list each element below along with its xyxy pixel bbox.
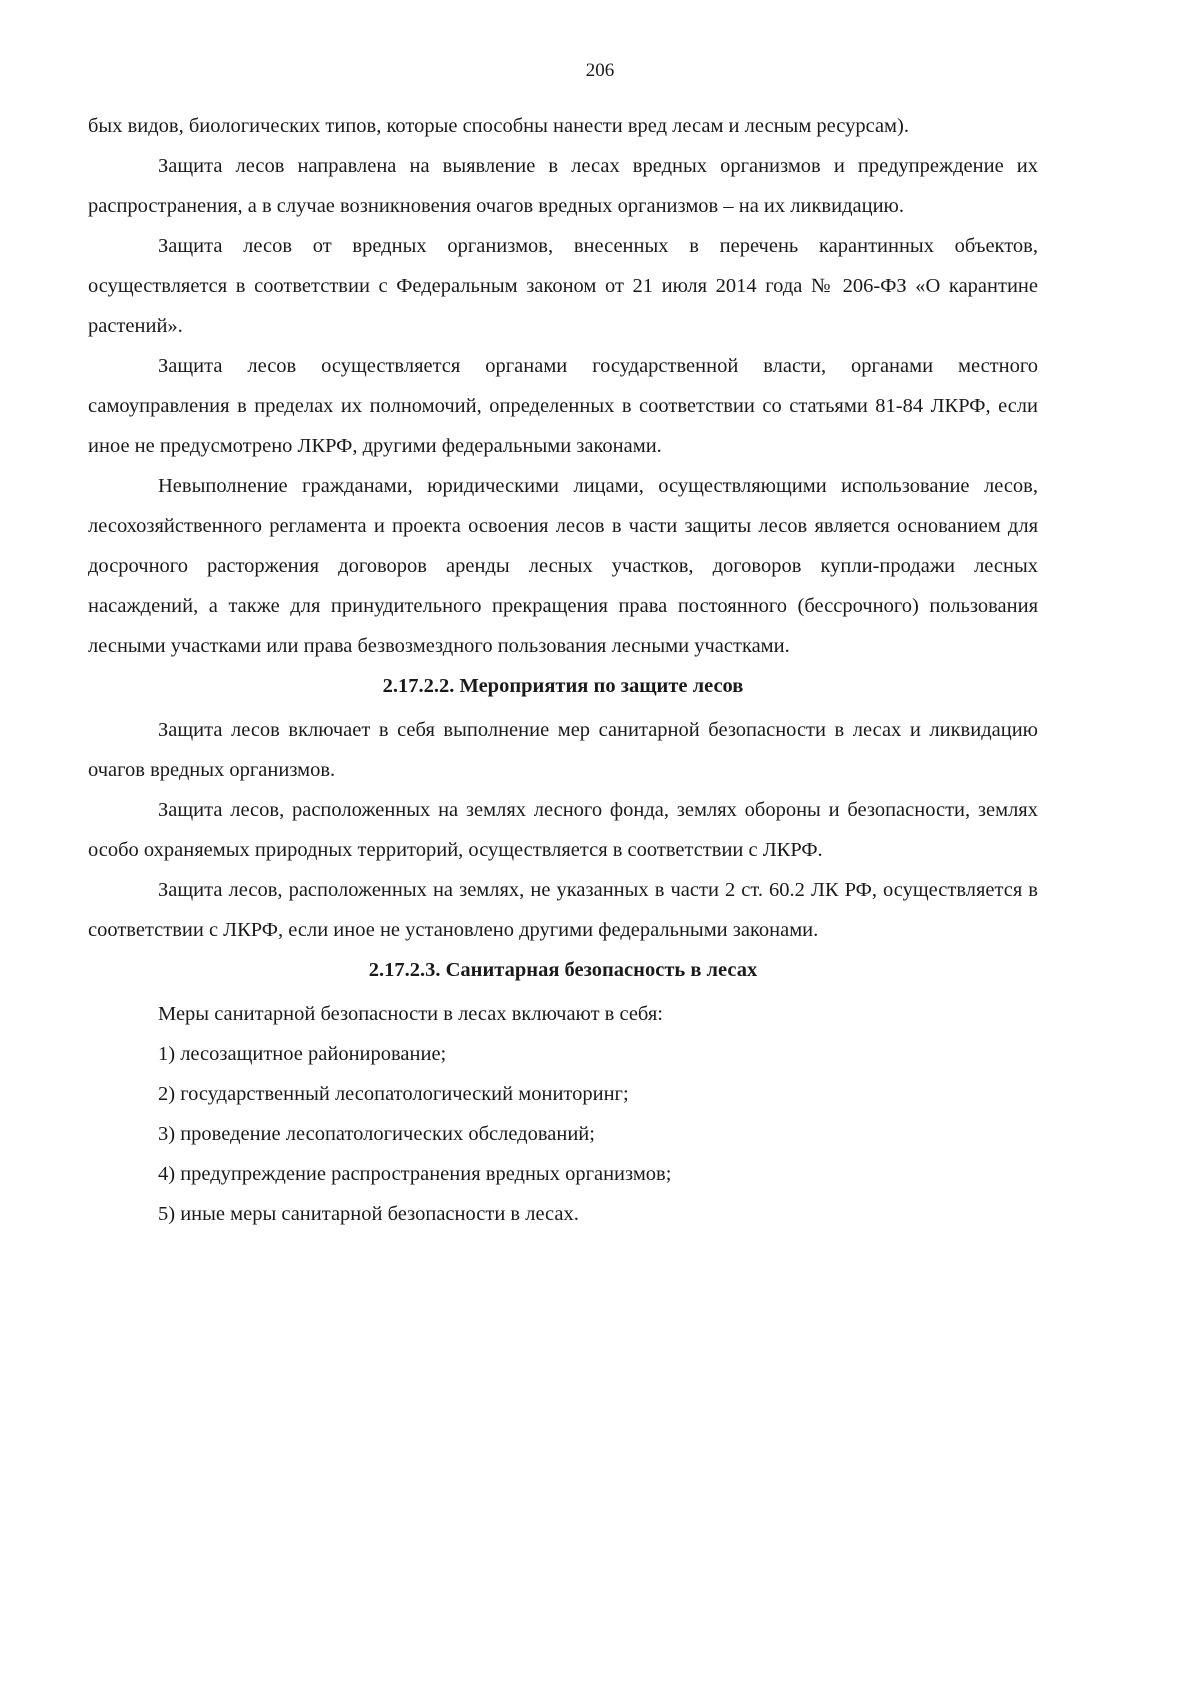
- section-heading: 2.17.2.3. Санитарная безопасность в лесах: [368, 959, 758, 981]
- section-heading: 2.17.2.2. Мероприятия по защите лесов: [382, 675, 744, 697]
- paragraph-continuation: бых видов, биологических типов, которые способны нанести вред лесам и лесным ресурсам).: [88, 115, 909, 137]
- paragraph: Защита лесов направлена на выявление в лесах вредных организмов и предупреждение их распространения, а в случае возникновения очагов вредных организмов – на их ликвидацию.: [88, 155, 1038, 217]
- list-item: 5) иные меры санитарной безопасности в лесах.: [158, 1203, 579, 1225]
- page-number: 206: [585, 60, 615, 81]
- paragraph: Защита лесов, расположенных на землях лесного фонда, землях обороны и безопасности, землях особо охраняемых природных территорий, осуществляется в соответствии с ЛКРФ.: [88, 799, 1038, 861]
- list-item: 3) проведение лесопатологических обследований;: [158, 1123, 595, 1145]
- list-item: 2) государственный лесопатологический мониторинг;: [158, 1083, 629, 1105]
- paragraph: Защита лесов, расположенных на землях, не указанных в части 2 ст. 60.2 ЛК РФ, осуществляется в соответствии с ЛКРФ, если иное не установлено другими федеральными законами.: [88, 879, 1038, 941]
- paragraph: Защита лесов включает в себя выполнение мер санитарной безопасности в лесах и ликвидацию очагов вредных организмов.: [88, 719, 1038, 781]
- list-item: 1) лесозащитное районирование;: [158, 1043, 447, 1065]
- document-body: [88, 106, 1038, 1234]
- paragraph: Защита лесов осуществляется органами государственной власти, органами местного самоуправления в пределах их полномочий, определенных в соответствии со статьями 81-84 ЛКРФ, если иное не предусмотрено ЛКРФ, другими федеральными законами.: [88, 355, 1038, 457]
- list-item: 4) предупреждение распространения вредных организмов;: [158, 1163, 672, 1185]
- paragraph: Невыполнение гражданами, юридическими лицами, осуществляющими использование лесов, лесохозяйственного регламента и проекта освоения лесов в части защиты лесов является основанием для досрочного расторжения договоров аренды лесных участков, договоров купли-продажи лесных насаждений, а также для принудительного прекращения права постоянного (бессрочного) пользования лесными участками или права безвозмездного пользования лесными участками.: [88, 475, 1038, 657]
- list-intro: Меры санитарной безопасности в лесах включают в себя:: [158, 1003, 663, 1025]
- paragraph: Защита лесов от вредных организмов, внесенных в перечень карантинных объектов, осуществляется в соответствии с Федеральным законом от 21 июля 2014 года № 206-ФЗ «О карантине растений».: [88, 235, 1038, 337]
